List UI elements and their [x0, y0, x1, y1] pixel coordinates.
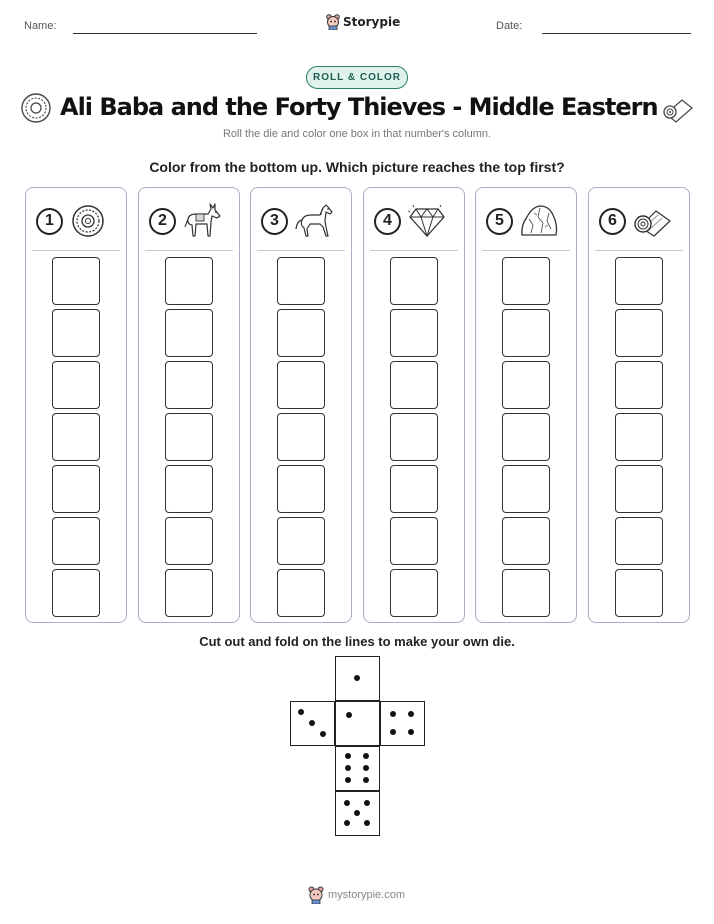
- column-1: [25, 187, 127, 623]
- color-box[interactable]: [52, 517, 100, 565]
- pip: [344, 820, 350, 826]
- color-box[interactable]: [165, 413, 213, 461]
- footer-url[interactable]: mystorypie.com: [328, 889, 406, 901]
- page-title: Ali Baba and the Forty Thieves - Middle Eastern: [60, 93, 658, 121]
- color-box[interactable]: [390, 465, 438, 513]
- color-box[interactable]: [165, 309, 213, 357]
- color-box[interactable]: [165, 257, 213, 305]
- die-face-1: [335, 656, 380, 701]
- color-box[interactable]: [52, 413, 100, 461]
- date-line[interactable]: [542, 33, 691, 34]
- color-box[interactable]: [52, 465, 100, 513]
- color-box[interactable]: [502, 413, 550, 461]
- rolled-carpet-icon: [632, 203, 672, 239]
- pip: [363, 777, 369, 783]
- diamond-icon: [407, 203, 447, 239]
- color-box[interactable]: [615, 465, 663, 513]
- color-box[interactable]: [277, 309, 325, 357]
- color-box[interactable]: [502, 569, 550, 617]
- column-header: [36, 204, 116, 238]
- column-header: [486, 204, 566, 238]
- die-face-6: [335, 746, 380, 791]
- rock-icon: [519, 203, 559, 239]
- bear-mascot-icon: [326, 14, 340, 30]
- color-box[interactable]: [52, 361, 100, 409]
- number-circle: 4: [374, 208, 401, 235]
- die-face-4: [380, 701, 425, 746]
- color-box[interactable]: [502, 465, 550, 513]
- color-box[interactable]: [390, 361, 438, 409]
- horse-icon: [294, 203, 334, 239]
- pip: [364, 800, 370, 806]
- color-box[interactable]: [165, 361, 213, 409]
- color-box[interactable]: [277, 413, 325, 461]
- number-circle: 1: [36, 208, 63, 235]
- color-box[interactable]: [52, 309, 100, 357]
- pip: [363, 753, 369, 759]
- column-6: [588, 187, 690, 623]
- number-circle: 3: [261, 208, 288, 235]
- color-box[interactable]: [390, 413, 438, 461]
- bear-mascot-icon: [308, 886, 324, 904]
- color-box[interactable]: [615, 309, 663, 357]
- die-instruction: Cut out and fold on the lines to make your own die.: [199, 634, 515, 649]
- color-box[interactable]: [277, 569, 325, 617]
- pip: [298, 709, 304, 715]
- color-box[interactable]: [390, 309, 438, 357]
- pip: [364, 820, 370, 826]
- color-box[interactable]: [615, 257, 663, 305]
- color-box[interactable]: [615, 361, 663, 409]
- instruction-text: Color from the bottom up. Which picture reaches the top first?: [149, 159, 565, 175]
- coin-icon: [69, 204, 107, 238]
- pip: [363, 765, 369, 771]
- column-3: [250, 187, 352, 623]
- color-box[interactable]: [615, 413, 663, 461]
- column-header: [599, 204, 679, 238]
- color-box[interactable]: [52, 569, 100, 617]
- name-label: Name:: [24, 20, 57, 32]
- color-box[interactable]: [502, 517, 550, 565]
- die-face-5: [335, 791, 380, 836]
- color-box[interactable]: [502, 361, 550, 409]
- date-label: Date:: [496, 20, 523, 32]
- column-divider: [32, 250, 120, 251]
- color-box[interactable]: [502, 309, 550, 357]
- color-box[interactable]: [390, 257, 438, 305]
- brand-name: Storypie: [343, 15, 401, 29]
- color-box[interactable]: [165, 465, 213, 513]
- column-header: [149, 204, 229, 238]
- pip: [408, 711, 414, 717]
- pip: [390, 729, 396, 735]
- pip: [345, 765, 351, 771]
- color-box[interactable]: [165, 517, 213, 565]
- column-divider: [482, 250, 570, 251]
- brand-logo: [326, 14, 400, 30]
- pip: [390, 711, 396, 717]
- name-line[interactable]: [73, 33, 257, 34]
- pip: [309, 720, 315, 726]
- number-circle: 2: [149, 208, 176, 235]
- column-2: [138, 187, 240, 623]
- color-box[interactable]: [615, 517, 663, 565]
- column-divider: [370, 250, 458, 251]
- pip: [354, 675, 360, 681]
- footer: [308, 886, 405, 904]
- color-box[interactable]: [277, 257, 325, 305]
- donkey-icon: [182, 203, 222, 239]
- number-circle: 5: [486, 208, 513, 235]
- pip: [346, 712, 352, 718]
- pip: [344, 800, 350, 806]
- number-circle: 6: [599, 208, 626, 235]
- column-divider: [145, 250, 233, 251]
- color-box[interactable]: [390, 569, 438, 617]
- pip: [320, 731, 326, 737]
- roll-color-badge: ROLL & COLOR: [306, 66, 408, 89]
- color-box[interactable]: [52, 257, 100, 305]
- column-header: [261, 204, 341, 238]
- pip: [345, 777, 351, 783]
- pip: [408, 729, 414, 735]
- column-divider: [595, 250, 683, 251]
- die-face-3: [290, 701, 335, 746]
- color-box[interactable]: [165, 569, 213, 617]
- color-box[interactable]: [502, 257, 550, 305]
- color-box[interactable]: [615, 569, 663, 617]
- column-header: [374, 204, 454, 238]
- subtitle: Roll the die and color one box in that number's column.: [222, 128, 492, 140]
- rolled-carpet-icon: [660, 92, 694, 124]
- pip: [354, 810, 360, 816]
- die-face-1-center: [335, 701, 380, 746]
- color-box[interactable]: [277, 465, 325, 513]
- column-4: [363, 187, 465, 623]
- color-box[interactable]: [277, 517, 325, 565]
- coin-icon: [20, 92, 52, 124]
- color-box[interactable]: [277, 361, 325, 409]
- column-divider: [257, 250, 345, 251]
- color-box[interactable]: [390, 517, 438, 565]
- pip: [345, 753, 351, 759]
- column-5: [475, 187, 577, 623]
